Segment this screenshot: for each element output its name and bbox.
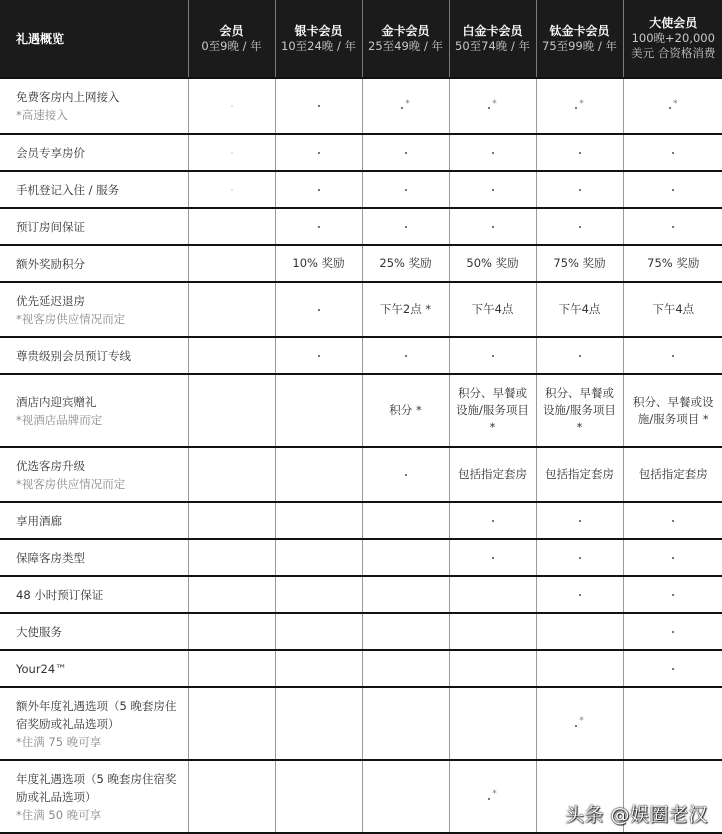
benefit-cell — [623, 613, 722, 650]
included-bullet-icon — [672, 152, 674, 154]
benefit-cell — [449, 576, 536, 613]
table-row — [0, 134, 722, 171]
footnote-asterisk: * — [673, 98, 678, 109]
benefit-cell — [275, 78, 362, 134]
benefit-cell — [362, 687, 449, 760]
benefit-label-cell — [0, 134, 188, 171]
benefit-label-cell — [0, 78, 188, 134]
included-bullet-icon — [231, 189, 233, 191]
included-bullet-icon — [405, 226, 407, 228]
benefit-cell — [449, 613, 536, 650]
included-bullet-icon — [492, 226, 494, 228]
benefit-cell — [362, 134, 449, 171]
benefit-cell — [623, 502, 722, 539]
benefit-value: 下午2点 * — [379, 302, 432, 316]
benefit-label-cell — [0, 171, 188, 208]
header-benefits-overview: 礼遇概览 — [0, 0, 188, 78]
benefit-value: 50% 奖励 — [466, 256, 519, 270]
benefit-cell — [188, 650, 275, 687]
benefit-label-cell — [0, 337, 188, 374]
tier-name: 白金卡会员 — [462, 23, 523, 38]
table-row — [0, 282, 722, 337]
included-bullet-icon — [231, 152, 233, 154]
benefit-note: *视客房供应情况而定 — [16, 476, 126, 491]
benefit-name: 预订房间保证 — [16, 219, 85, 234]
benefit-cell — [536, 171, 623, 208]
benefit-cell — [449, 245, 536, 282]
included-bullet-icon — [401, 107, 403, 109]
table-row — [0, 650, 722, 687]
benefit-name: 免费客房内上网接入 — [16, 90, 120, 104]
included-bullet-icon — [672, 189, 674, 191]
benefit-cell — [275, 650, 362, 687]
benefit-cell — [623, 650, 722, 687]
benefit-cell — [536, 539, 623, 576]
benefit-cell — [623, 208, 722, 245]
benefit-cell — [623, 282, 722, 337]
benefit-cell — [188, 374, 275, 447]
benefit-cell — [188, 447, 275, 502]
benefit-cell — [623, 78, 722, 134]
benefit-label-cell — [0, 208, 188, 245]
tier-requirement: 0至9晚 / 年 — [201, 38, 262, 53]
table-row — [0, 539, 722, 576]
benefit-label-cell — [0, 576, 188, 613]
benefit-value: 下午4点 — [558, 302, 601, 316]
benefit-cell — [536, 208, 623, 245]
included-bullet-icon — [575, 725, 577, 727]
benefit-name: 优选客房升级 — [16, 458, 85, 473]
benefit-cell — [449, 337, 536, 374]
included-bullet-icon — [405, 189, 407, 191]
included-bullet-icon — [579, 594, 581, 596]
benefit-cell — [188, 502, 275, 539]
benefit-name: 大使服务 — [16, 624, 62, 639]
included-bullet-icon — [318, 309, 320, 311]
included-bullet-icon — [318, 189, 320, 191]
benefit-cell — [536, 687, 623, 760]
tier-header-titanium — [536, 0, 623, 78]
tier-header-gold — [362, 0, 449, 78]
benefit-note: *住满 75 晚可享 — [16, 734, 102, 749]
benefit-cell — [536, 282, 623, 337]
benefit-cell — [536, 134, 623, 171]
benefit-cell — [536, 613, 623, 650]
benefit-cell — [275, 134, 362, 171]
benefit-label-cell — [0, 374, 188, 447]
included-bullet-icon — [492, 189, 494, 191]
benefit-value: 75% 奖励 — [553, 256, 606, 270]
benefit-cell — [536, 245, 623, 282]
benefit-label-cell — [0, 245, 188, 282]
benefit-cell — [449, 171, 536, 208]
benefit-cell — [623, 576, 722, 613]
tier-requirement: 100晚+20,000美元 合资格消费 — [631, 31, 716, 60]
included-bullet-icon — [579, 557, 581, 559]
table-row — [0, 374, 722, 447]
benefit-cell — [275, 374, 362, 447]
benefit-cell — [536, 447, 623, 502]
benefit-value: 下午4点 — [471, 302, 514, 316]
benefit-value: 包括指定套房 — [638, 467, 708, 481]
benefit-cell — [362, 576, 449, 613]
table-row — [0, 613, 722, 650]
benefit-note: *高速接入 — [16, 108, 68, 122]
benefit-cell — [188, 539, 275, 576]
benefit-note: *住满 50 晚可享 — [16, 807, 102, 822]
included-bullet-icon — [672, 668, 674, 670]
benefit-cell — [623, 245, 722, 282]
benefit-cell — [188, 760, 275, 833]
included-bullet-icon — [492, 152, 494, 154]
included-bullet-icon — [318, 152, 320, 154]
table-row — [0, 502, 722, 539]
table-row — [0, 447, 722, 502]
tier-header-ambassador — [623, 0, 722, 78]
benefit-label-cell — [0, 539, 188, 576]
benefit-cell — [536, 650, 623, 687]
benefit-note: *视酒店品牌而定 — [16, 412, 103, 427]
benefit-cell — [623, 687, 722, 760]
included-bullet-icon — [579, 189, 581, 191]
included-bullet-icon — [672, 631, 674, 633]
tier-requirement: 75至99晚 / 年 — [542, 38, 617, 53]
benefit-cell — [449, 78, 536, 134]
included-bullet-icon — [488, 107, 490, 109]
table-row — [0, 576, 722, 613]
included-bullet-icon — [492, 520, 494, 522]
benefit-cell — [449, 650, 536, 687]
tier-requirement: 25至49晚 / 年 — [368, 38, 443, 53]
benefit-cell — [536, 576, 623, 613]
benefit-cell — [536, 502, 623, 539]
footnote-asterisk: * — [492, 789, 497, 799]
included-bullet-icon — [318, 355, 320, 357]
tier-name: 金卡会员 — [381, 23, 430, 38]
benefit-cell — [623, 171, 722, 208]
benefit-cell — [623, 337, 722, 374]
table-row — [0, 208, 722, 245]
benefit-cell — [275, 208, 362, 245]
benefit-value: 积分、早餐或设施/服务项目 * — [456, 386, 529, 434]
benefit-name: 额外年度礼遇选项（5 晚套房住宿奖励或礼品选项） — [16, 698, 177, 731]
benefit-name: 额外奖励积分 — [16, 256, 85, 271]
benefit-name: 享用酒廊 — [16, 513, 62, 528]
benefit-label-cell — [0, 760, 188, 833]
benefit-value: 75% 奖励 — [647, 256, 700, 270]
included-bullet-icon — [672, 520, 674, 522]
benefit-cell — [275, 245, 362, 282]
benefit-label-cell — [0, 502, 188, 539]
table-row — [0, 171, 722, 208]
benefit-cell — [275, 539, 362, 576]
included-bullet-icon — [405, 355, 407, 357]
included-bullet-icon — [492, 355, 494, 357]
benefit-cell — [188, 337, 275, 374]
tier-header-member — [188, 0, 275, 78]
included-bullet-icon — [579, 226, 581, 228]
included-bullet-icon — [672, 557, 674, 559]
footnote-asterisk: * — [579, 716, 584, 726]
benefit-name: 保障客房类型 — [16, 550, 85, 565]
benefit-cell — [536, 337, 623, 374]
included-bullet-icon — [579, 355, 581, 357]
benefit-value: 包括指定套房 — [458, 467, 527, 481]
benefit-cell — [536, 78, 623, 134]
benefit-cell — [362, 650, 449, 687]
benefit-cell — [362, 282, 449, 337]
footnote-asterisk: * — [405, 98, 410, 109]
benefit-cell — [362, 539, 449, 576]
watermark: 头条 @娱圈老汉 — [564, 804, 708, 826]
included-bullet-icon — [492, 557, 494, 559]
benefit-value: 包括指定套房 — [545, 467, 614, 481]
benefit-cell — [449, 760, 536, 833]
table-body — [0, 78, 722, 833]
benefit-label-cell — [0, 282, 188, 337]
benefit-cell — [536, 374, 623, 447]
benefit-cell — [188, 687, 275, 760]
benefit-value: 10% 奖励 — [292, 256, 345, 270]
benefit-label-cell — [0, 613, 188, 650]
benefit-cell — [275, 613, 362, 650]
benefit-name: 优先延迟退房 — [16, 293, 85, 308]
benefit-name: 酒店内迎宾赠礼 — [16, 394, 97, 409]
benefit-name: Your24™ — [16, 661, 67, 676]
included-bullet-icon — [488, 798, 490, 800]
included-bullet-icon — [579, 520, 581, 522]
benefit-cell — [362, 245, 449, 282]
benefit-note: *视客房供应情况而定 — [16, 311, 126, 326]
tier-name: 会员 — [219, 23, 244, 38]
table-row — [0, 687, 722, 760]
benefit-value: 积分、早餐或设施/服务项目 * — [543, 386, 616, 434]
included-bullet-icon — [672, 355, 674, 357]
tier-requirement: 50至74晚 / 年 — [455, 38, 530, 53]
benefit-cell — [188, 134, 275, 171]
benefit-label-cell — [0, 687, 188, 760]
benefit-cell — [449, 687, 536, 760]
included-bullet-icon — [405, 474, 407, 476]
benefit-cell — [188, 208, 275, 245]
benefit-label-cell — [0, 650, 188, 687]
benefit-cell — [623, 374, 722, 447]
benefit-value: 25% 奖励 — [379, 256, 432, 270]
included-bullet-icon — [672, 226, 674, 228]
benefit-cell — [188, 282, 275, 337]
included-bullet-icon — [669, 107, 671, 109]
benefit-cell — [275, 502, 362, 539]
included-bullet-icon — [405, 152, 407, 154]
benefit-cell — [188, 171, 275, 208]
benefit-cell — [362, 208, 449, 245]
included-bullet-icon — [318, 105, 320, 107]
benefit-cell — [449, 208, 536, 245]
benefit-value: 积分、早餐或设施/服务项目 * — [633, 394, 714, 426]
benefit-name: 48 小时预订保证 — [16, 587, 104, 602]
benefit-cell — [362, 447, 449, 502]
footnote-asterisk: * — [579, 98, 584, 109]
benefit-name: 会员专享房价 — [16, 145, 85, 160]
benefit-value: 积分 * — [389, 403, 422, 417]
benefit-name: 手机登记入住 / 服务 — [16, 182, 120, 197]
benefit-name: 年度礼遇选项（5 晚套房住宿奖励或礼品选项） — [16, 771, 177, 804]
included-bullet-icon — [672, 594, 674, 596]
benefit-cell — [623, 134, 722, 171]
table-row — [0, 245, 722, 282]
benefit-value: 下午4点 — [652, 302, 695, 316]
benefit-cell — [188, 613, 275, 650]
benefit-cell — [188, 576, 275, 613]
benefit-cell — [449, 282, 536, 337]
benefit-cell — [275, 337, 362, 374]
benefit-name: 尊贵级别会员预订专线 — [16, 348, 131, 363]
benefit-cell — [449, 539, 536, 576]
benefit-cell — [362, 760, 449, 833]
benefit-cell — [449, 134, 536, 171]
tier-requirement: 10至24晚 / 年 — [281, 38, 356, 53]
benefit-cell — [275, 447, 362, 502]
header-row — [0, 0, 722, 78]
table-row — [0, 78, 722, 134]
included-bullet-icon — [318, 226, 320, 228]
table-row — [0, 337, 722, 374]
benefit-cell — [449, 447, 536, 502]
benefit-cell — [275, 171, 362, 208]
benefit-cell — [449, 374, 536, 447]
benefit-cell — [623, 447, 722, 502]
tier-name: 大使会员 — [649, 16, 698, 30]
benefit-cell — [362, 78, 449, 134]
included-bullet-icon — [579, 152, 581, 154]
benefit-cell — [275, 576, 362, 613]
tier-header-platinum — [449, 0, 536, 78]
benefit-cell — [362, 374, 449, 447]
benefit-cell — [362, 502, 449, 539]
tier-name: 钛金卡会员 — [549, 23, 610, 38]
benefit-cell — [362, 613, 449, 650]
benefit-cell — [623, 539, 722, 576]
benefit-label-cell — [0, 447, 188, 502]
benefit-cell — [362, 337, 449, 374]
benefit-cell — [275, 687, 362, 760]
benefit-cell — [362, 171, 449, 208]
benefit-cell — [188, 245, 275, 282]
benefit-cell — [188, 78, 275, 134]
benefit-cell — [275, 282, 362, 337]
included-bullet-icon — [575, 107, 577, 109]
tier-name: 银卡会员 — [294, 23, 343, 38]
included-bullet-icon — [231, 105, 233, 107]
benefit-cell — [275, 760, 362, 833]
footnote-asterisk: * — [492, 98, 497, 109]
benefit-cell — [449, 502, 536, 539]
tier-header-silver — [275, 0, 362, 78]
